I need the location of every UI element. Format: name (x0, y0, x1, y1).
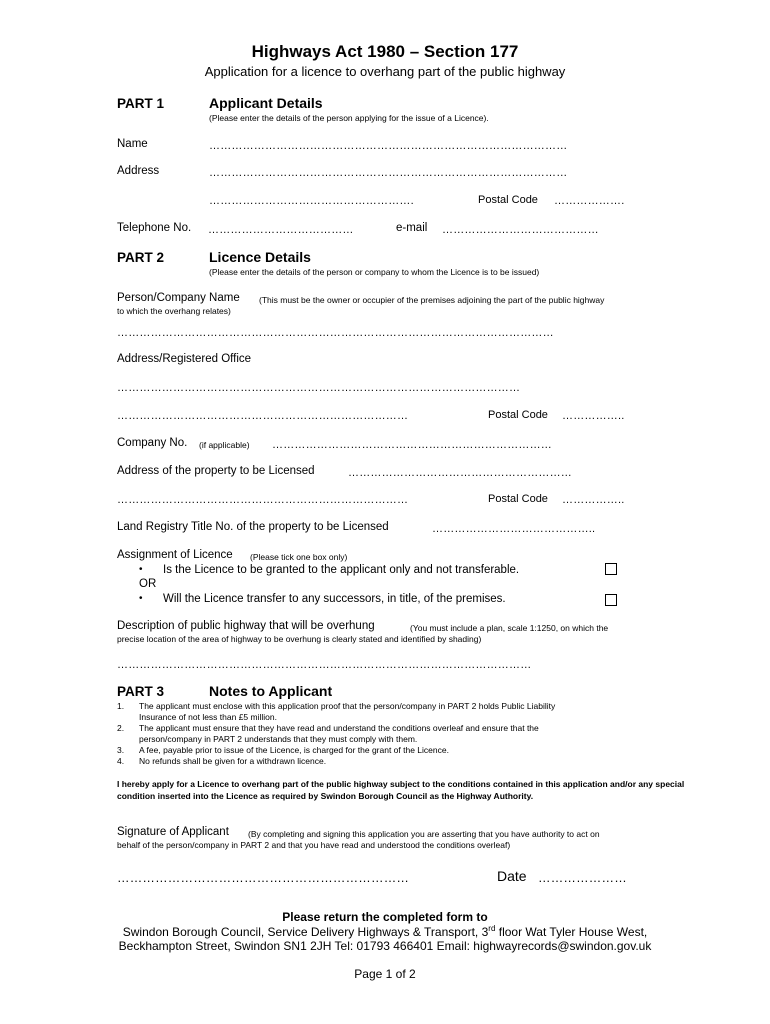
company-no-field[interactable]: ………………………………………………………………… (272, 439, 552, 451)
address-label: Address (117, 165, 160, 177)
return-address-line2: Beckhampton Street, Swindon SN1 2JH Tel: 01793 466401 Email: highwayrecords@swindon.gov.uk (118, 939, 652, 953)
note-text: A fee, payable prior to issue of the Licence, is charged for the grant of the Licence. (139, 745, 449, 755)
company-name-note-cont: to which the overhang relates) (117, 306, 231, 316)
assignment-note: (Please tick one box only) (250, 552, 348, 562)
company-name-label: Person/Company Name (117, 292, 240, 304)
email-field[interactable]: …………………………………… (442, 224, 599, 236)
note-number: 1. (117, 701, 125, 711)
postal-code-label-2: Postal Code (488, 409, 548, 421)
land-registry-field[interactable]: …………………………………….. (432, 523, 596, 535)
description-field[interactable]: ………………………………………………………………………………………………… (117, 659, 532, 671)
signature-note: (By completing and signing this application you are asserting that you have authority to act on (248, 829, 600, 839)
registered-office-label: Address/Registered Office (117, 353, 252, 365)
registered-office-field-line2[interactable]: …………………………………………………………………… (117, 410, 409, 422)
name-field[interactable]: …………………………………………………………………………………… (209, 140, 568, 152)
email-label: e-mail (396, 222, 428, 234)
company-name-note: (This must be the owner or occupier of the premises adjoining the part of the public highway (259, 295, 605, 305)
bullet-icon: • (139, 593, 143, 604)
part1-note: (Please enter the details of the person applying for the issue of a Licence). (209, 113, 489, 123)
page-subtitle: Application for a licence to overhang part of the public highway (204, 64, 566, 79)
note-text: The applicant must enclose with this application proof that the person/company in PART 2 holds Public Liability (139, 701, 556, 711)
registered-office-field-line1[interactable]: ……………………………………………………………………………………………… (117, 382, 521, 394)
postal-code-field-3[interactable]: …………….. (562, 494, 625, 506)
name-label: Name (117, 138, 148, 150)
part1-heading: Applicant Details (209, 95, 323, 111)
part3-label: PART 3 (117, 684, 165, 699)
floor-ordinal: rd (488, 924, 496, 933)
signature-label: Signature of Applicant (117, 826, 229, 838)
part3-heading: Notes to Applicant (209, 683, 333, 699)
address-field-line1[interactable]: …………………………………………………………………………………… (209, 167, 568, 179)
note-text: No refunds shall be given for a withdrawn licence. (139, 756, 327, 766)
description-note: (You must include a plan, scale 1:1250, on which the (410, 623, 609, 633)
page-title: Highways Act 1980 – Section 177 (251, 42, 519, 61)
option-1-checkbox[interactable] (605, 563, 617, 575)
note-text-cont: Insurance of not less than £5 million. (139, 712, 277, 722)
option-2-checkbox[interactable] (605, 594, 617, 606)
note-number: 3. (117, 745, 125, 755)
note-text-cont: person/company in PART 2 understands that they must comply with them. (139, 734, 418, 744)
property-address-field-line1[interactable]: …………………………………………………… (348, 467, 572, 479)
part2-note: (Please enter the details of the person or company to whom the Licence is to be issued) (209, 267, 540, 277)
description-label: Description of public highway that will be overhung (117, 620, 375, 632)
property-address-label: Address of the property to be Licensed (117, 465, 315, 477)
return-instruction: Please return the completed form to (282, 910, 488, 924)
bullet-icon: • (139, 564, 143, 575)
part2-label: PART 2 (117, 250, 165, 265)
note-number: 4. (117, 756, 125, 766)
assignment-label: Assignment of Licence (117, 549, 233, 561)
return-address-text-cont: floor Wat Tyler House West, (495, 925, 648, 939)
property-address-field-line2[interactable]: …………………………………………………………………… (117, 494, 409, 506)
option-2-label: Will the Licence transfer to any successors, in title, of the premises. (163, 593, 506, 605)
company-no-note: (if applicable) (199, 440, 250, 450)
postal-code-label-3: Postal Code (488, 493, 548, 505)
note-text: The applicant must ensure that they have read and understand the conditions overleaf and ensure that the (139, 723, 539, 733)
page-number: Page 1 of 2 (354, 967, 416, 981)
land-registry-label: Land Registry Title No. of the property to be Licensed (117, 521, 389, 533)
return-address-line1 (0, 924, 770, 939)
company-no-label: Company No. (117, 437, 188, 449)
or-label: OR (139, 578, 157, 590)
part1-label: PART 1 (117, 96, 165, 111)
return-address-text: Swindon Borough Council, Service Delivery Highways & Transport, 3 (122, 925, 489, 939)
note-number: 2. (117, 723, 125, 733)
date-label: Date (497, 868, 527, 884)
part2-heading: Licence Details (209, 249, 311, 265)
address-field-line2[interactable]: ………………………………………………. (209, 195, 414, 207)
postal-code-label: Postal Code (478, 194, 538, 206)
declaration: I hereby apply for a Licence to overhang part of the public highway subject to the conditions contained in this application and/or any special condition inserted into the Licence as required by Swindon Borough Council as the Highway Authority. (117, 779, 685, 801)
company-name-field[interactable]: ……………………………………………………………………………………………………… (117, 327, 554, 339)
option-1-label: Is the Licence to be granted to the applicant only and not transferable. (163, 564, 520, 576)
description-note-cont: precise location of the area of highway to be overhung is clearly stated and identified by shading) (117, 634, 482, 644)
postal-code-field[interactable]: ………………. (554, 195, 625, 207)
telephone-field[interactable]: ………………………………… (208, 224, 354, 236)
postal-code-field-2[interactable]: …………….. (562, 410, 625, 422)
telephone-label: Telephone No. (117, 222, 192, 234)
signature-field[interactable]: …………………………………………………………… (117, 871, 410, 885)
date-field[interactable]: ………………… (538, 871, 627, 885)
signature-note-cont: behalf of the person/company in PART 2 and that you have read and understood the conditions overleaf) (117, 840, 511, 850)
